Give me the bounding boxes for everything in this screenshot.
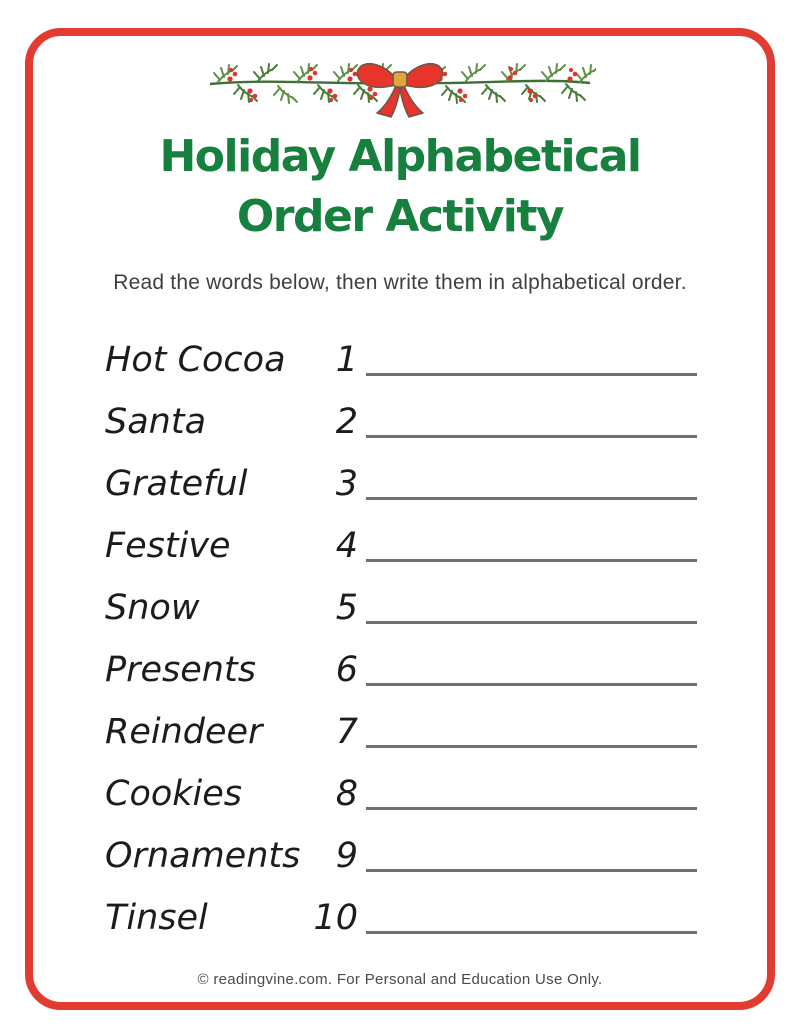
answer-blank-6[interactable] [366,673,697,686]
word-label: Reindeer [105,712,263,753]
word-label: Tinsel [105,898,208,939]
answer-blank-9[interactable] [366,859,697,872]
list-row [105,627,697,689]
answer-blank-8[interactable] [366,797,697,810]
word-label: Cookies [105,774,243,815]
list-row [105,751,697,813]
list-row [105,441,697,503]
word-label: Festive [105,526,231,567]
answer-blank-10[interactable] [366,921,697,934]
page-title-line1: Holiday Alphabetical [159,131,641,182]
page-content [33,33,767,1002]
item-number: 1 [335,340,358,381]
list-row [105,813,697,875]
word-label: Hot Cocoa [105,340,286,381]
item-number: 10 [313,898,358,939]
answer-blank-2[interactable] [366,425,697,438]
page-title-line2: Order Activity [236,191,564,242]
page-title [33,127,767,247]
item-number: 8 [335,774,358,815]
list-row [105,565,697,627]
footer-text: © readingvine.com. For Personal and Education Use Only. [197,971,603,988]
list-row [105,689,697,751]
instruction-text: Read the words below, then write them in alphabetical order. [113,271,687,294]
item-number: 9 [335,836,358,877]
word-label: Snow [105,588,200,629]
garland-decoration [204,55,596,119]
answer-blank-7[interactable] [366,735,697,748]
answer-blank-5[interactable] [366,611,697,624]
list-row [105,503,697,565]
list-row [105,379,697,441]
list-row [105,317,697,379]
word-label: Ornaments [105,836,301,877]
item-number: 7 [335,712,358,753]
answer-blank-1[interactable] [366,363,697,376]
list-row [105,875,697,937]
item-number: 2 [335,402,358,443]
word-label: Presents [105,650,256,691]
word-label: Grateful [105,464,248,505]
item-number: 6 [335,650,358,691]
answer-blank-4[interactable] [366,549,697,562]
item-number: 3 [335,464,358,505]
item-number: 4 [335,526,358,567]
answer-blank-3[interactable] [366,487,697,500]
word-label: Santa [105,402,207,443]
item-number: 5 [335,588,358,629]
word-list [105,317,697,937]
